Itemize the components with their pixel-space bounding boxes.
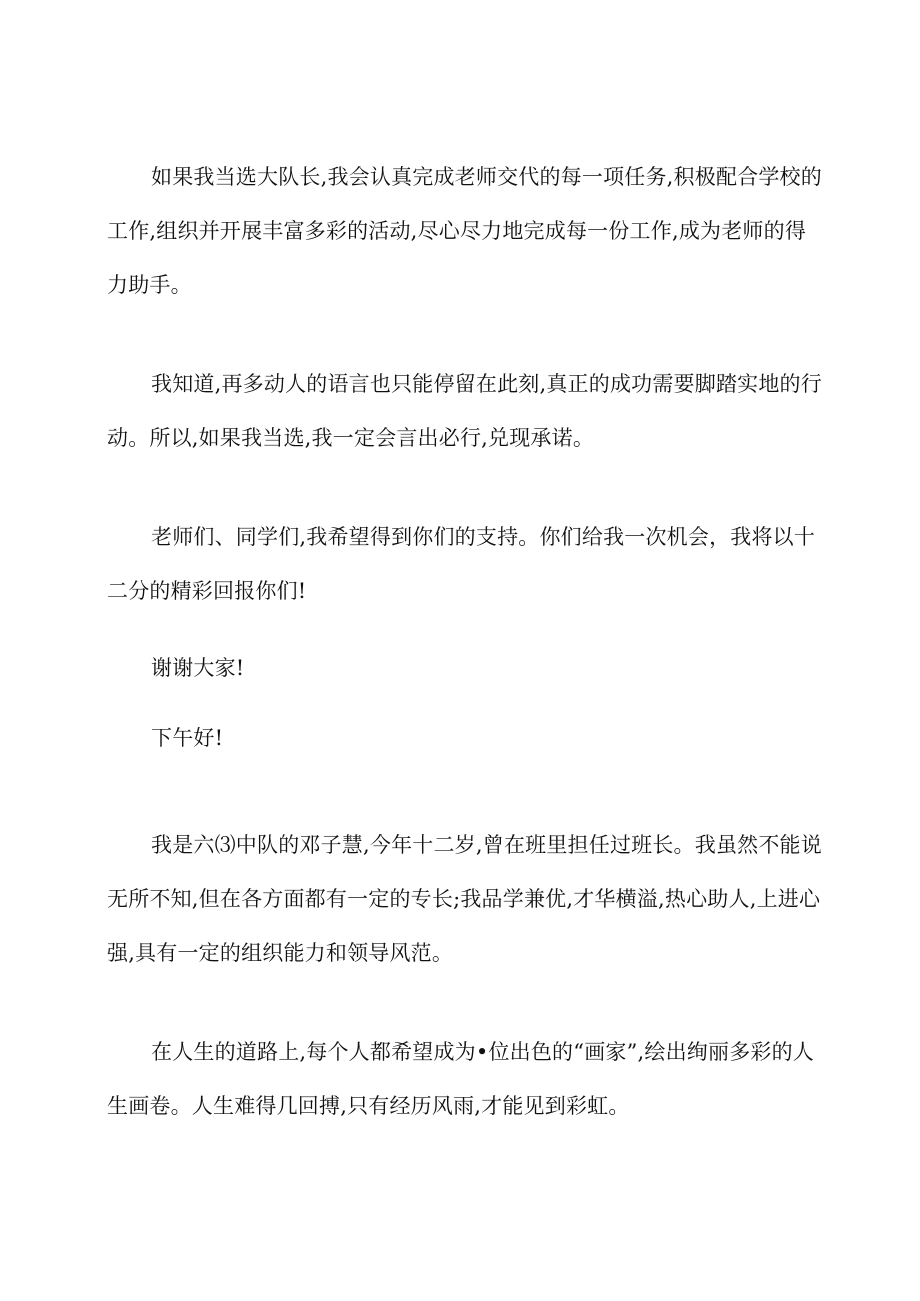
paragraph-self-introduction: 我是六⑶中队的邓子慧,今年十二岁,曾在班里担任过班长。我虽然不能说无所不知,但在各方面都有一定的专长;我品学兼优,才华横溢,热心助人,上进心强,具有一定的组织能力和领导风范。	[107, 833, 822, 965]
paragraph-greeting: 下午好!	[151, 726, 224, 750]
paragraph-request-support: 老师们、同学们,我希望得到你们的支持。你们给我一次机会，我将以十二分的精彩回报你们!	[107, 525, 816, 603]
paragraph-thanks: 谢谢大家!	[151, 656, 245, 680]
paragraph-life-painter: 在人生的道路上,每个人都希望成为•位出色的“画家”,绘出绚丽多彩的人生画卷。人生难得几回搏,只有经历风雨,才能见到彩虹。	[107, 1040, 815, 1118]
paragraph-promise: 我知道,再多动人的语言也只能停留在此刻,真正的成功需要脚踏实地的行动。所以,如果我当选,我一定会言出必行,兑现承诺。	[107, 372, 822, 450]
paragraph-candidate-duties: 如果我当选大队长,我会认真完成老师交代的每一项任务,积极配合学校的工作,组织并开展丰富多彩的活动,尽心尽力地完成每一份工作,成为老师的得力助手。	[107, 165, 822, 297]
